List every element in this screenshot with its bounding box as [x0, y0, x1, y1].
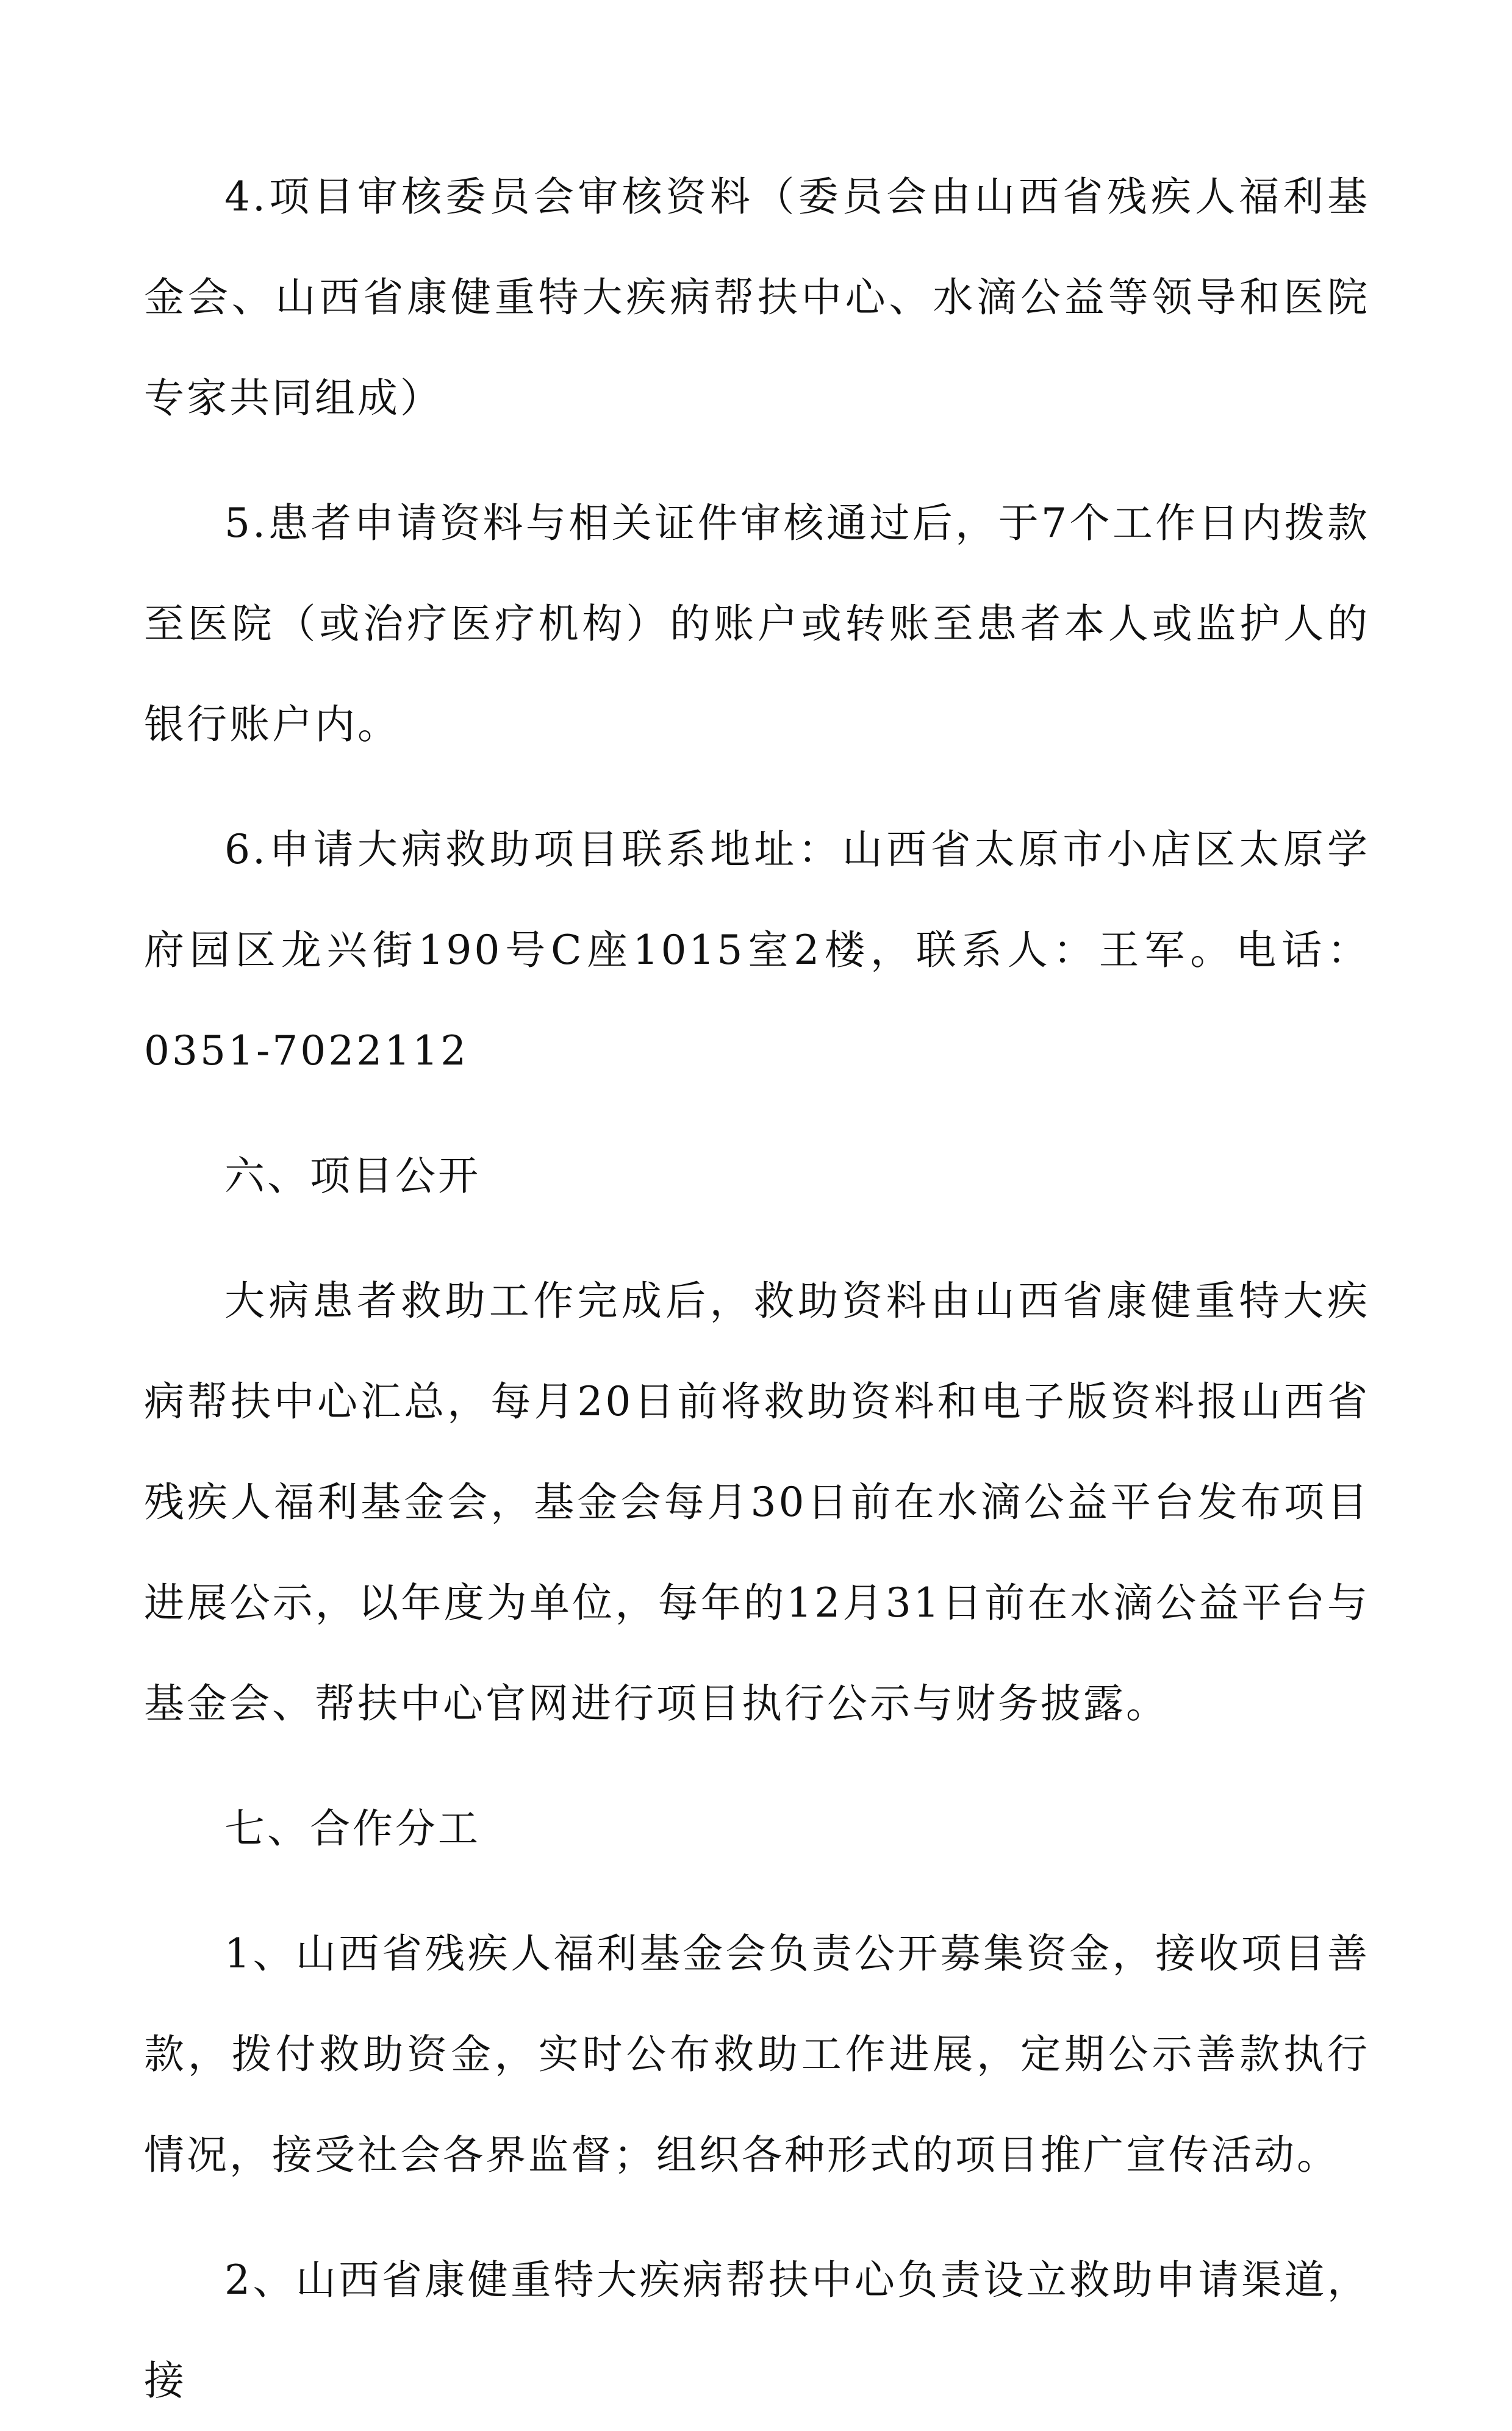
paragraph-cooperation-2: 2、山西省康健重特大疾病帮扶中心负责设立救助申请渠道，接: [144, 2257, 1370, 2404]
section-heading-6: 六、项目公开: [224, 1152, 481, 1199]
paragraph-project-disclosure: 大病患者救助工作完成后，救助资料由山西省康健重特大疾病帮扶中心汇总，每月20日前将救助资料和电子版资料报山西省残疾人福利基金会，基金会每月30日前在水滴公益平台发布项目进展公示，以年度为单位，每年的12月31日前在水滴公益平台与基金会、帮扶中心官网进行项目执行公示与财务披露。: [144, 1277, 1370, 1727]
document-body: [144, 146, 1370, 2431]
paragraph-item-6-contact: 6.申请大病救助项目联系地址：山西省太原市小店区太原学府园区龙兴街190号C座1015室2楼，联系人：王军。电话：0351-7022112: [144, 826, 1370, 1074]
paragraph-cooperation-1: 1、山西省残疾人福利基金会负责公开募集资金，接收项目善款，拨付救助资金，实时公布救助工作进展，定期公示善款执行情况，接受社会各界监督；组织各种形式的项目推广宣传活动。: [144, 1930, 1370, 2178]
paragraph-item-5: 5.患者申请资料与相关证件审核通过后，于7个工作日内拨款至医院（或治疗医疗机构）的账户或转账至患者本人或监护人的银行账户内。: [144, 500, 1370, 748]
paragraph-item-4: 4.项目审核委员会审核资料（委员会由山西省残疾人福利基金会、山西省康健重特大疾病帮扶中心、水滴公益等领导和医院专家共同组成）: [144, 173, 1370, 422]
section-heading-7: 七、合作分工: [224, 1805, 481, 1852]
